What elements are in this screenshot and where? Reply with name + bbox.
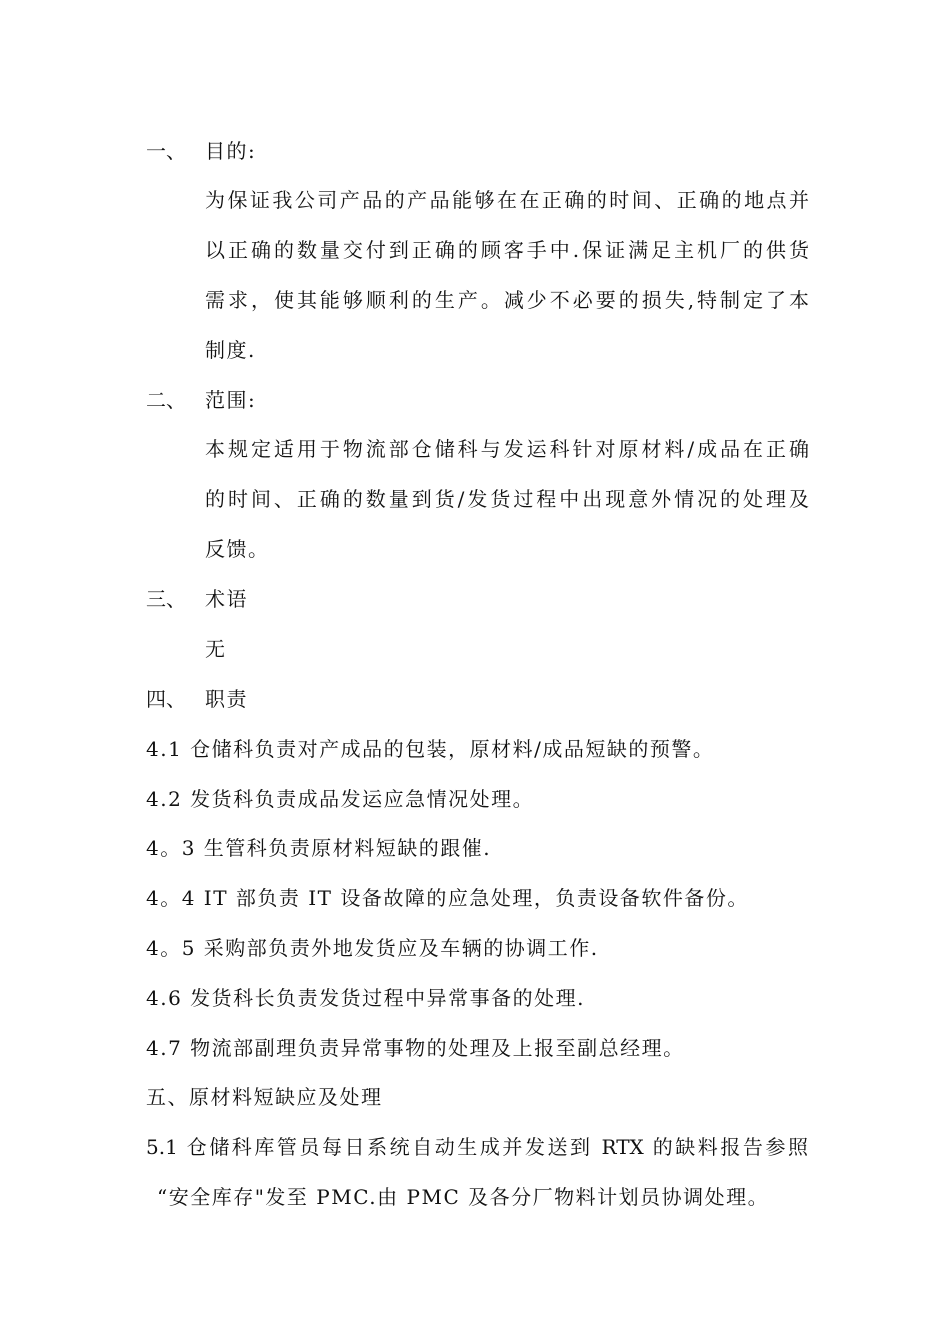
section-4-item-6: 4.6 发货科长负责发货过程中异常事备的处理. — [146, 986, 586, 1010]
section-2-title: 范围: — [205, 388, 257, 412]
section-4-item-3: 4。3 生管科负责原材料短缺的跟催. — [146, 836, 492, 860]
section-4-item-7: 4.7 物流部副理负责异常事物的处理及上报至副总经理。 — [146, 1036, 685, 1060]
section-4-number: 四、 — [146, 687, 186, 711]
section-4-item-4: 4。4 IT 部负责 IT 设备故障的应急处理，负责设备软件备份。 — [146, 886, 749, 910]
section-1-body-line-3: 需求，使其能够顺利的生产。减少不必要的损失,特制定了本 — [205, 288, 809, 312]
section-5-item-1: 5.1 仓储科库管员每日系统自动生成并发送到 RTX 的缺料报告参照 — [146, 1135, 808, 1159]
section-4-item-2: 4.2 发货科负责成品发运应急情况处理。 — [146, 787, 535, 811]
section-5-item-1-continued: “安全库存"发至 PMC.由 PMC 及各分厂物料计划员协调处理。 — [157, 1185, 770, 1209]
section-1-number: 一、 — [146, 139, 186, 163]
section-2-number: 二、 — [146, 388, 186, 412]
section-1-body-line-2: 以正确的数量交付到正确的顾客手中.保证满足主机厂的供货 — [205, 238, 809, 262]
section-2-body-line-3: 反馈。 — [205, 537, 270, 561]
section-3-body-line-1: 无 — [205, 637, 227, 661]
section-4-item-1: 4.1 仓储科负责对产成品的包装，原材料/成品短缺的预警。 — [146, 737, 715, 761]
section-3-title: 术语 — [205, 587, 248, 611]
section-2-body-line-2: 的时间、正确的数量到货/发货过程中出现意外情况的处理及 — [205, 487, 809, 511]
section-1-title: 目的: — [205, 139, 257, 163]
section-5-heading: 五、原材料短缺应及处理 — [146, 1085, 383, 1109]
section-1-body-line-4: 制度. — [205, 338, 256, 362]
section-4-title: 职责 — [205, 687, 248, 711]
section-3-number: 三、 — [146, 587, 186, 611]
section-1-body-line-1: 为保证我公司产品的产品能够在在正确的时间、正确的地点并 — [205, 188, 809, 212]
section-2-body-line-1: 本规定适用于物流部仓储科与发运科针对原材料/成品在正确 — [205, 437, 809, 461]
section-4-item-5: 4。5 采购部负责外地发货应及车辆的协调工作. — [146, 936, 599, 960]
